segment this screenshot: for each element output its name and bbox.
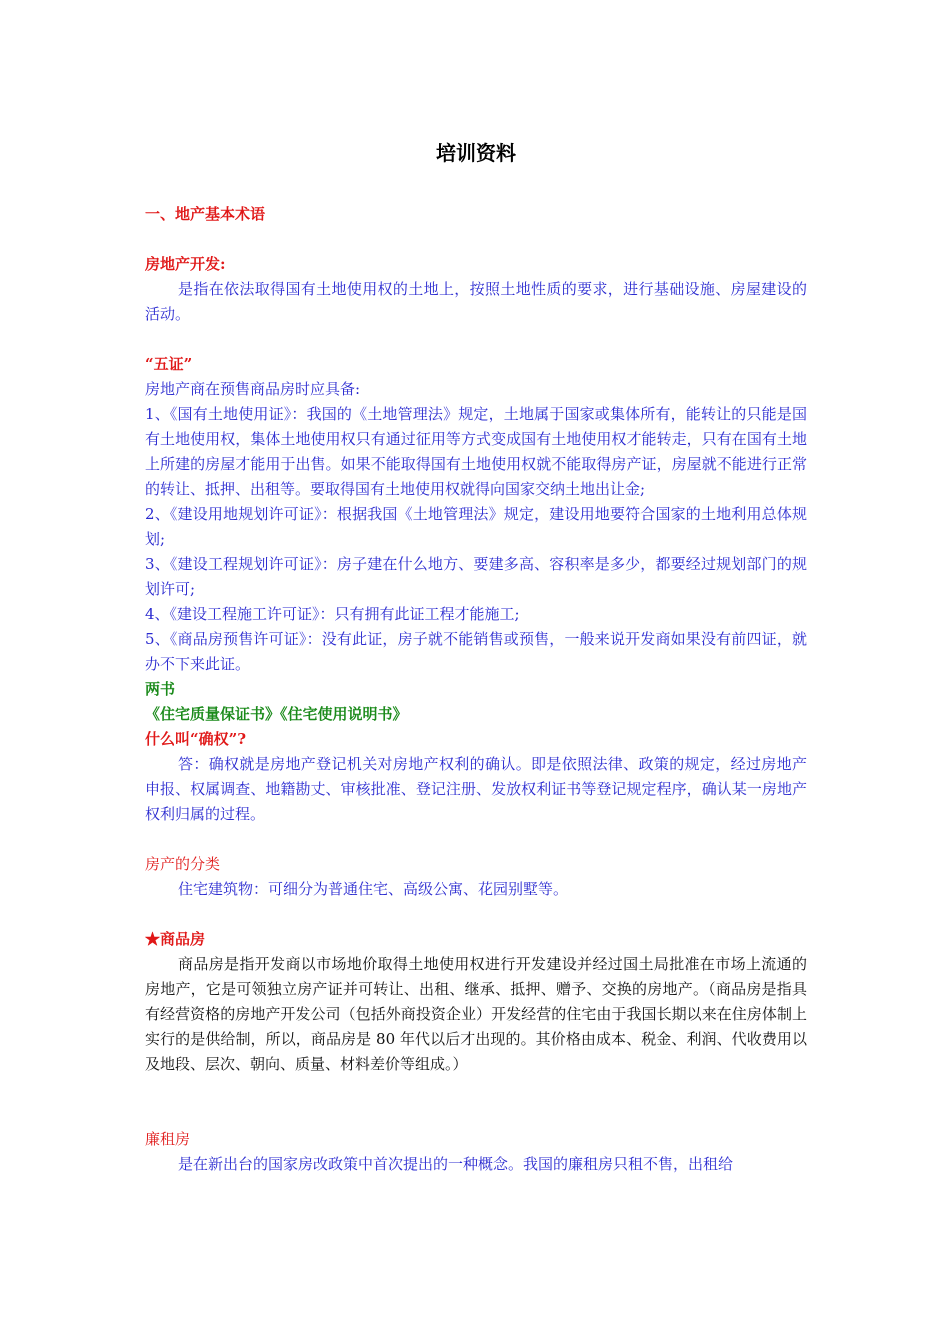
term-text-low-rent-housing: 是在新出台的国家房改政策中首次提出的一种概念。我国的廉租房只租不售，出租给 bbox=[178, 1155, 734, 1173]
two-books-names: 《住宅质量保证书》《住宅使用说明书》 bbox=[145, 705, 408, 723]
five-certificates-intro: 房地产商在预售商品房时应具备: bbox=[145, 380, 361, 398]
spacer bbox=[145, 902, 807, 927]
five-certificates-item: 5、《商品房预售许可证》：没有此证，房子就不能销售或预售，一般来说开发商如果没有前四证，就办不下来此证。 bbox=[145, 630, 807, 673]
spacer bbox=[145, 227, 807, 252]
term-heading-five-certificates: “五证” bbox=[145, 355, 193, 373]
term-heading-low-rent-housing: 廉租房 bbox=[145, 1130, 191, 1148]
term-heading-commodity-housing: ★商品房 bbox=[145, 930, 206, 948]
term-text-confirmation: 答：确权就是房地产登记机关对房地产权利的确认。即是依照法律、政策的规定，经过房地产申报、权属调查、地籍勘丈、审核批准、登记注册、发放权利证书等登记规定程序，确认某一房地产权利归属的过程。 bbox=[145, 755, 807, 823]
term-heading-confirmation: 什么叫“确权”? bbox=[145, 730, 247, 748]
document-body bbox=[145, 136, 807, 1177]
term-heading-classification: 房产的分类 bbox=[145, 855, 221, 873]
section-heading: 一、地产基本术语 bbox=[145, 205, 266, 223]
five-certificates-item: 2、《建设用地规划许可证》：根据我国《土地管理法》规定，建设用地要符合国家的土地利用总体规划; bbox=[145, 505, 807, 548]
spacer bbox=[145, 827, 807, 852]
term-heading-development: 房地产开发: bbox=[145, 255, 226, 273]
five-certificates-item: 1、《国有土地使用证》：我国的《土地管理法》规定，土地属于国家或集体所有，能转让的只能是国有土地使用权，集体土地使用权只有通过征用等方式变成国有土地使用权才能转走，只有在国有土地上所建的房屋才能用于出售。如果不能取得国有土地使用权就不能取得房产证，房屋就不能进行正常的转让、抵押、出租等。要取得国有土地使用权就得向国家交纳土地出让金; bbox=[145, 405, 807, 498]
document-title: 培训资料 bbox=[436, 141, 516, 165]
spacer bbox=[145, 327, 807, 352]
term-text-development: 是指在依法取得国有土地使用权的土地上，按照土地性质的要求，进行基础设施、房屋建设的活动。 bbox=[145, 280, 807, 323]
term-text-classification: 住宅建筑物：可细分为普通住宅、高级公寓、花园别墅等。 bbox=[178, 880, 569, 898]
term-heading-two-books: 两书 bbox=[145, 680, 176, 698]
spacer bbox=[145, 1077, 807, 1102]
five-certificates-item: 4、《建设工程施工许可证》：只有拥有此证工程才能施工; bbox=[145, 605, 520, 623]
five-certificates-item: 3、《建设工程规划许可证》：房子建在什么地方、要建多高、容积率是多少，都要经过规划部门的规划许可; bbox=[145, 555, 807, 598]
spacer bbox=[145, 1102, 807, 1127]
term-text-commodity-housing: 商品房是指开发商以市场地价取得土地使用权进行开发建设并经过国土局批准在市场上流通的房地产，它是可领独立房产证并可转让、出租、继承、抵押、赠予、交换的房地产。（商品房是指具有经营资格的房地产开发公司（包括外商投资企业）开发经营的住宅由于我国长期以来在住房体制上实行的是供给制，所以，商品房是 80 年代以后才出现的。其价格由成本、税金、利润、代收费用以及地段、层次、朝向、质量、材料差价等组成。） bbox=[145, 955, 807, 1073]
